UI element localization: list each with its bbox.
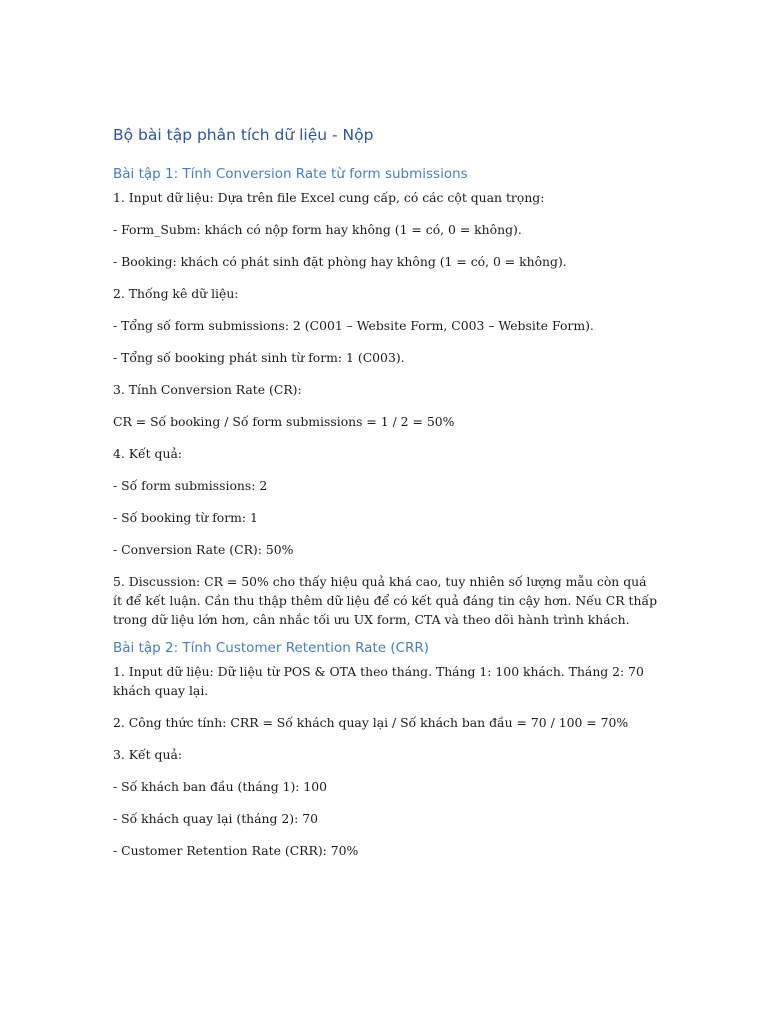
discussion-paragraph: 5. Discussion: CR = 50% cho thấy hiệu quả khá cao, tuy nhiên số lượng mẫu còn quá ít để kết luận. Cần thu thập thêm dữ liệu để có kết quả đáng tin cậy hơn. Nếu CR thấp trong dữ liệu lớn hơn, cân nhắc tối ưu UX form, CTA và theo dõi hành trình khách.: [113, 574, 658, 627]
paragraph: 3. Kết quả:: [113, 747, 183, 762]
formula-paragraph: 2. Công thức tính: CRR = Số khách quay lại / Số khách ban đầu = 70 / 100 = 70%: [113, 715, 629, 730]
paragraph: - Số khách quay lại (tháng 2): 70: [113, 811, 318, 826]
paragraph: - Form_Subm: khách có nộp form hay không (1 = có, 0 = không).: [113, 222, 522, 237]
paragraph: - Số form submissions: 2: [113, 478, 268, 493]
paragraph: - Tổng số form submissions: 2 (C001 – Website Form, C003 – Website Form).: [113, 318, 594, 333]
exercise-2-heading: Bài tập 2: Tính Customer Retention Rate (CRR): [113, 640, 430, 656]
exercise-1-heading: Bài tập 1: Tính Conversion Rate từ form submissions: [113, 166, 468, 182]
paragraph: - Số khách ban đầu (tháng 1): 100: [113, 779, 328, 794]
paragraph: 4. Kết quả:: [113, 446, 183, 461]
paragraph: - Booking: khách có phát sinh đặt phòng hay không (1 = có, 0 = không).: [113, 254, 567, 269]
paragraph: - Conversion Rate (CR): 50%: [113, 542, 294, 557]
paragraph: 1. Input dữ liệu: Dựa trên file Excel cung cấp, có các cột quan trọng:: [113, 190, 545, 205]
paragraph: 2. Thống kê dữ liệu:: [113, 286, 239, 301]
paragraph: - Tổng số booking phát sinh từ form: 1 (C003).: [113, 350, 405, 365]
formula-paragraph: CR = Số booking / Số form submissions = 1 / 2 = 50%: [113, 414, 455, 429]
paragraph: 1. Input dữ liệu: Dữ liệu từ POS & OTA theo tháng. Tháng 1: 100 khách. Tháng 2: 70 khách quay lại.: [113, 664, 644, 698]
document-body: [113, 124, 658, 873]
exercise-2-section: [113, 637, 658, 860]
paragraph: 3. Tính Conversion Rate (CR):: [113, 382, 302, 397]
exercise-1-section: [113, 163, 658, 629]
paragraph: - Customer Retention Rate (CRR): 70%: [113, 843, 359, 858]
document-title: Bộ bài tập phân tích dữ liệu - Nộp: [113, 126, 374, 144]
paragraph: - Số booking từ form: 1: [113, 510, 258, 525]
